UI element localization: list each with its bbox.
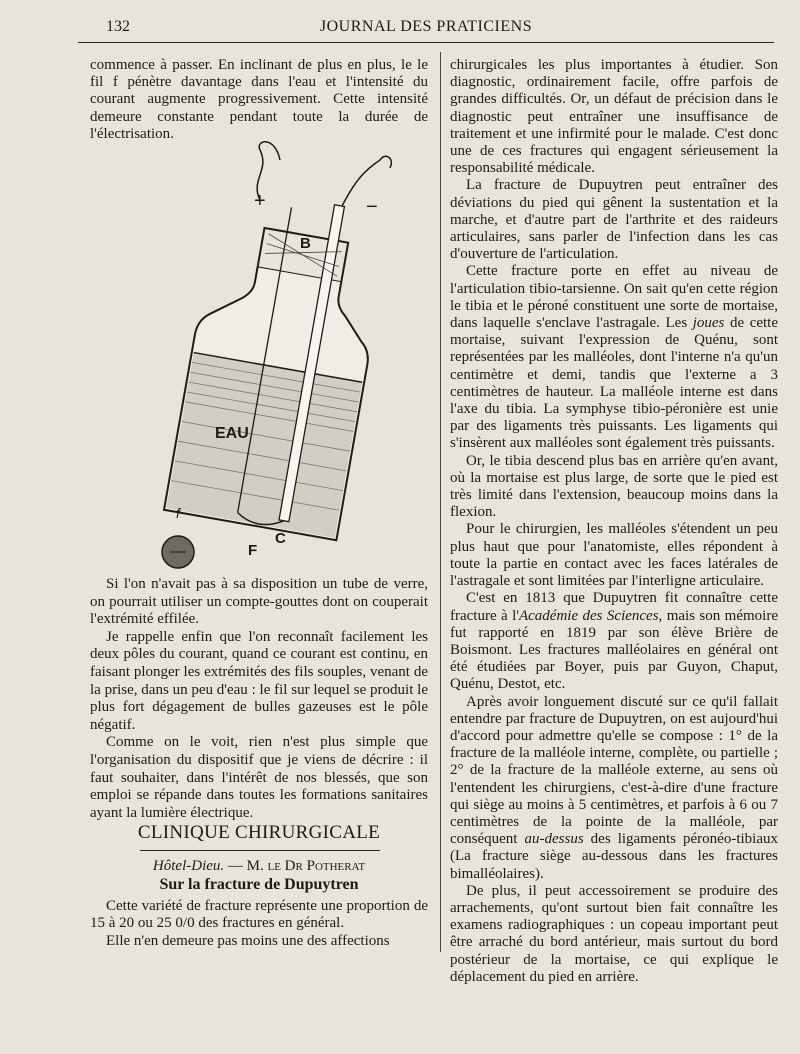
left-paragraph-top: commence à passer. En inclinant de plus en plus, le le fil f pénètre davantage dans l'eau et l'intensité du courant augmente progressivement. Cette intensité demeure constante pendant toute la durée de l'électrisation. [90, 57, 428, 142]
left-column-article [90, 898, 428, 950]
right-paragraph-7-italic: au-dessus [524, 831, 584, 848]
right-paragraph-4: Or, le tibia descend plus bas en arrière qu'en avant, où la mortaise est plus large, de sorte que le pied est très limité dans l'extension, beaucoup moins dans la flexion. [450, 452, 778, 521]
page-header [78, 16, 774, 43]
label-b: B [300, 235, 311, 252]
right-paragraph-1: chirurgicales les plus importantes à étudier. Son diagnostic, ordinairement facile, offre parfois de grandes difficultés. Or, un défaut de précision dans le diagnostic peut entraîner une insuffisance de traitement et une infirmité pour le malade. C'est donc une de ces fractures qui engagent sérieusement la responsabilité médicale. [450, 57, 778, 177]
article-subhead: Sur la fracture de Dupuytren [159, 876, 359, 893]
right-paragraph-6-italic: Académie des Sciences [518, 607, 659, 624]
right-paragraph-7-part-b: des ligaments péronéo-tibiaux (La fracture siège au-dessous dans les fractures bimalléolaires). [450, 831, 778, 882]
label-eau: EAU [215, 425, 249, 442]
label-plus: + [254, 190, 266, 212]
left-paragraph-5: Cette variété de fracture représente une proportion de 15 à 20 ou 25 0/0 des fractures en général. [90, 898, 428, 932]
right-paragraph-2: La fracture de Dupuytren peut entraîner des déviations du pied qui gênent la sustentation et la marche, et d'autre part de l'arthrite et des raideurs articulaires, sans parler de l'infection dans les cas d'ouverture de l'articulation. [450, 177, 778, 263]
left-paragraph-2: Si l'on n'avait pas à sa disposition un tube de verre, on pourrait utiliser un compte-gouttes dont on couperait l'extrémité effilée. [90, 576, 428, 628]
right-paragraph-3-italic: joues [692, 315, 725, 332]
left-column [90, 57, 428, 143]
left-paragraph-6: Elle n'en demeure pas moins une des affections [106, 932, 390, 949]
label-minus: − [366, 196, 378, 218]
right-paragraph-6-part-a: C'est en 1813 que Dupuytren fit connaître cette fracture à l' [450, 590, 778, 624]
right-paragraph-3-part-b: de cette mortaise, suivant l'expression de Quénu, sont représentées par les malléoles, dont l'interne n'a qu'un centimètre et demi, tandis que l'externe a 3 centimètres de hauteur. La malléole interne est dans l'axe du tibia. La symphyse tibio-péronière est unie par des ligaments très puissants. Les ligaments qui s'insèrent aux malléoles sont également très puissants. [450, 315, 779, 452]
label-f-small: f [176, 505, 180, 521]
left-column-lower [90, 576, 428, 822]
section-rule [140, 850, 380, 851]
right-paragraph-3-part-a: Cette fracture porte en effet au niveau de l'articulation tibio-tarsienne. On sait qu'en cette région le tibia et le péroné constituent une sorte de mortaise, dans laquelle s'enclave l'astragale. Les [450, 263, 778, 332]
left-paragraph-4: Comme on le voit, rien n'est plus simple que l'organisation du dispositif que je viens de décrire : il faut souhaiter, dans l'intérêt de nos blessés, que son emploi se répande dans toutes les formations sanitaires ayant la lumière électrique. [90, 734, 428, 821]
right-paragraph-7-part-a: Après avoir longuement discuté sur ce qu'il fallait entendre par fracture de Dupuytren, on est aujourd'hui d'accord pour admettre qu'elle se compose : 1° de la fracture de la malléole interne, complète, ou partielle ; 2° de la fracture de la malléole externe, au sens où l'entendent les chirurgiens, c'est-à-dire d'une fracture qui siège au moins à 5 centimètres, et parfois à 6 ou 7 centimètres de la pointe de la malléole, par conséquent [450, 693, 778, 848]
byline-place: Hôtel-Dieu. [152, 858, 225, 874]
label-c: C [275, 530, 286, 547]
byline [90, 858, 428, 875]
water-region [166, 353, 362, 538]
right-paragraph-7 [450, 694, 778, 883]
page-number: 132 [106, 18, 130, 35]
right-paragraph-5: Pour le chirurgien, les malléoles s'étendent un peu plus haut que pour l'anatomiste, elles répondent à toute la partie en contact avec les faces latérales de l'astragale et sont limitées par l'interligne articulaire. [450, 521, 778, 590]
right-column [450, 57, 778, 986]
label-f-cap: F [248, 542, 258, 559]
right-paragraph-3 [450, 263, 778, 452]
right-paragraph-8: De plus, il peut accessoirement se produire des arrachements, qu'ont surtout bien fait connaître les examens radiographiques : un copeau important peut être arraché du bord antérieur, mais surtout du bord postérieur de la mortaise, ce qui explique le déplacement du pied en arrière. [450, 882, 778, 985]
section-title: CLINIQUE CHIRURGICALE [137, 822, 381, 843]
byline-author: — M. le Dr Potherat [224, 858, 366, 874]
column-divider [440, 52, 441, 952]
journal-title: JOURNAL DES PRATICIENS [319, 18, 533, 35]
right-paragraph-6-part-b: , mais son mémoire fut rapporté en 1819 par son élève Brière de Boismont. Les fractures malléolaires en général ont été étudiées par Boyer, puis par Guyon, Chaput, Quénu, Destot, etc. [450, 607, 778, 693]
electrolysis-bottle-figure [140, 140, 440, 570]
right-paragraph-6 [450, 590, 778, 693]
left-paragraph-3: Je rappelle enfin que l'on reconnaît facilement les deux pôles du courant, quand ce courant est continu, en faisant plonger les extrémités des fils souples, venant de la prise, dans un peu d'eau : le fil sur lequel se produit le plus fort dégagement de bulles gazeuses est le pôle négatif. [90, 628, 428, 733]
